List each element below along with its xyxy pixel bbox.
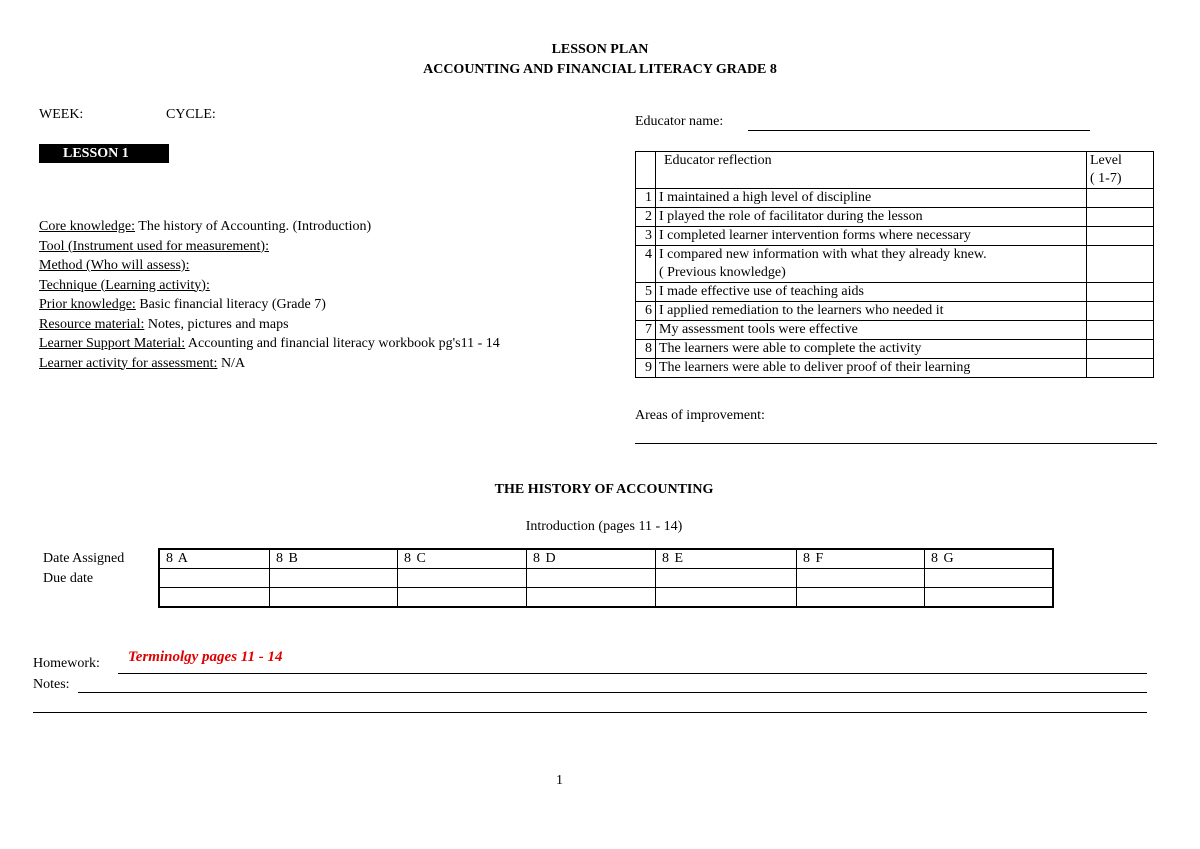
- date-assigned-label: Date Assigned: [43, 551, 125, 566]
- core-knowledge-row: [39, 217, 500, 237]
- lesson-badge: LESSON 1: [39, 144, 169, 163]
- areas-of-improvement-line[interactable]: [635, 443, 1157, 444]
- date-cell[interactable]: [925, 569, 1054, 588]
- core-knowledge-label: Core knowledge:: [39, 219, 136, 234]
- table-row: [636, 208, 1154, 227]
- due-date-row: [159, 588, 1053, 608]
- table-row: [636, 227, 1154, 246]
- tool-row: [39, 237, 500, 257]
- resource-row: [39, 315, 500, 335]
- level-cell[interactable]: [1087, 246, 1154, 283]
- row-text: [656, 246, 1087, 283]
- prior-knowledge-label: Prior knowledge:: [39, 297, 136, 312]
- level-cell[interactable]: [1087, 189, 1154, 208]
- class-header-row: [159, 549, 1053, 569]
- row-number: 1: [636, 189, 656, 208]
- educator-name-line[interactable]: [748, 130, 1090, 131]
- prior-knowledge-value: Basic financial literacy (Grade 7): [135, 297, 326, 312]
- level-cell[interactable]: [1087, 359, 1154, 378]
- lsm-value: Accounting and financial literacy workbook pg's11 - 14: [185, 336, 500, 351]
- date-cell[interactable]: [398, 588, 527, 608]
- class-cell: 8 A: [159, 549, 270, 569]
- date-cell[interactable]: [527, 588, 656, 608]
- date-cell[interactable]: [159, 569, 270, 588]
- row-number: 8: [636, 340, 656, 359]
- table-row: [636, 283, 1154, 302]
- page-title: LESSON PLAN: [551, 42, 649, 57]
- level-cell[interactable]: [1087, 208, 1154, 227]
- date-cell[interactable]: [398, 569, 527, 588]
- activity-value: N/A: [217, 355, 246, 371]
- row-text: I applied remediation to the learners who needed it: [656, 302, 1087, 321]
- homework-value: Terminolgy pages 11 - 14: [128, 649, 283, 665]
- tool-label: Tool (Instrument used for measurement):: [39, 238, 269, 254]
- date-cell[interactable]: [527, 569, 656, 588]
- table-row: [636, 302, 1154, 321]
- level-header: [1087, 152, 1154, 189]
- prior-knowledge-row: [39, 295, 500, 315]
- class-cell: 8 F: [797, 549, 925, 569]
- resource-label: Resource material:: [39, 316, 145, 332]
- cycle-label: CYCLE:: [166, 107, 216, 122]
- date-cell[interactable]: [797, 588, 925, 608]
- level-cell[interactable]: [1087, 340, 1154, 359]
- table-row: [636, 340, 1154, 359]
- method-label: Method (Who will assess):: [39, 258, 190, 273]
- reflection-table: [635, 151, 1154, 378]
- class-cell: 8 C: [398, 549, 527, 569]
- page-subtitle: ACCOUNTING AND FINANCIAL LITERACY GRADE 8: [423, 62, 777, 77]
- core-knowledge-value: The history of Accounting. (Introduction): [135, 219, 372, 234]
- row-text: The learners were able to deliver proof of their learning: [656, 359, 1087, 378]
- lsm-label: Learner Support Material:: [39, 336, 186, 351]
- page-number: 1: [556, 773, 563, 788]
- row-number: 4: [636, 246, 656, 283]
- date-cell[interactable]: [797, 569, 925, 588]
- row-number: 3: [636, 227, 656, 246]
- due-date-label: Due date: [43, 571, 94, 586]
- row-text: I made effective use of teaching aids: [656, 283, 1087, 302]
- homework-label: Homework:: [33, 656, 100, 671]
- table-row: [636, 246, 1154, 283]
- date-cell[interactable]: [656, 569, 797, 588]
- week-label: WEEK:: [39, 107, 84, 122]
- section-title: THE HISTORY OF ACCOUNTING: [494, 482, 714, 497]
- lesson-info: [39, 217, 500, 373]
- homework-line[interactable]: [118, 673, 1147, 674]
- level-cell[interactable]: [1087, 283, 1154, 302]
- row-number: 6: [636, 302, 656, 321]
- class-cell: 8 E: [656, 549, 797, 569]
- class-cell: 8 B: [270, 549, 398, 569]
- notes-label: Notes:: [33, 677, 70, 692]
- activity-label: Learner activity for assessment:: [39, 355, 218, 371]
- level-cell[interactable]: [1087, 227, 1154, 246]
- level-header-line1: Level: [1090, 153, 1122, 168]
- date-cell[interactable]: [270, 569, 398, 588]
- technique-label: Technique (Learning activity):: [39, 277, 210, 293]
- table-row: [636, 189, 1154, 208]
- table-row: [636, 359, 1154, 378]
- areas-of-improvement-label: Areas of improvement:: [635, 408, 765, 423]
- row-text: I maintained a high level of discipline: [656, 189, 1087, 208]
- row-number: 9: [636, 359, 656, 378]
- resource-value: Notes, pictures and maps: [144, 316, 289, 332]
- activity-row: [39, 354, 500, 374]
- date-assigned-row: [159, 569, 1053, 588]
- row-number: 7: [636, 321, 656, 340]
- dates-table: [158, 548, 1054, 608]
- level-header-line2: ( 1-7): [1090, 171, 1122, 186]
- table-row: [636, 321, 1154, 340]
- class-cell: 8 G: [925, 549, 1054, 569]
- date-cell[interactable]: [270, 588, 398, 608]
- method-row: [39, 256, 500, 276]
- notes-line[interactable]: [78, 692, 1147, 693]
- row-text: I completed learner intervention forms where necessary: [656, 227, 1087, 246]
- reflection-num-header: [636, 152, 656, 189]
- row-text: The learners were able to complete the activity: [656, 340, 1087, 359]
- reflection-header-row: [636, 152, 1154, 189]
- date-cell[interactable]: [159, 588, 270, 608]
- row-text: I played the role of facilitator during the lesson: [656, 208, 1087, 227]
- date-cell[interactable]: [925, 588, 1054, 608]
- educator-name-label: Educator name:: [635, 114, 724, 129]
- row-text-line2: ( Previous knowledge): [659, 265, 786, 280]
- date-cell[interactable]: [656, 588, 797, 608]
- reflection-header: Educator reflection: [656, 152, 1087, 189]
- notes-line-2[interactable]: [33, 712, 1147, 713]
- level-cell[interactable]: [1087, 321, 1154, 340]
- class-cell: 8 D: [527, 549, 656, 569]
- section-subtitle: Introduction (pages 11 - 14): [525, 519, 683, 534]
- row-text-line1: I compared new information with what they already knew.: [659, 247, 987, 262]
- level-cell[interactable]: [1087, 302, 1154, 321]
- row-text: My assessment tools were effective: [656, 321, 1087, 340]
- row-number: 5: [636, 283, 656, 302]
- lsm-row: [39, 334, 500, 354]
- technique-row: [39, 276, 500, 296]
- row-number: 2: [636, 208, 656, 227]
